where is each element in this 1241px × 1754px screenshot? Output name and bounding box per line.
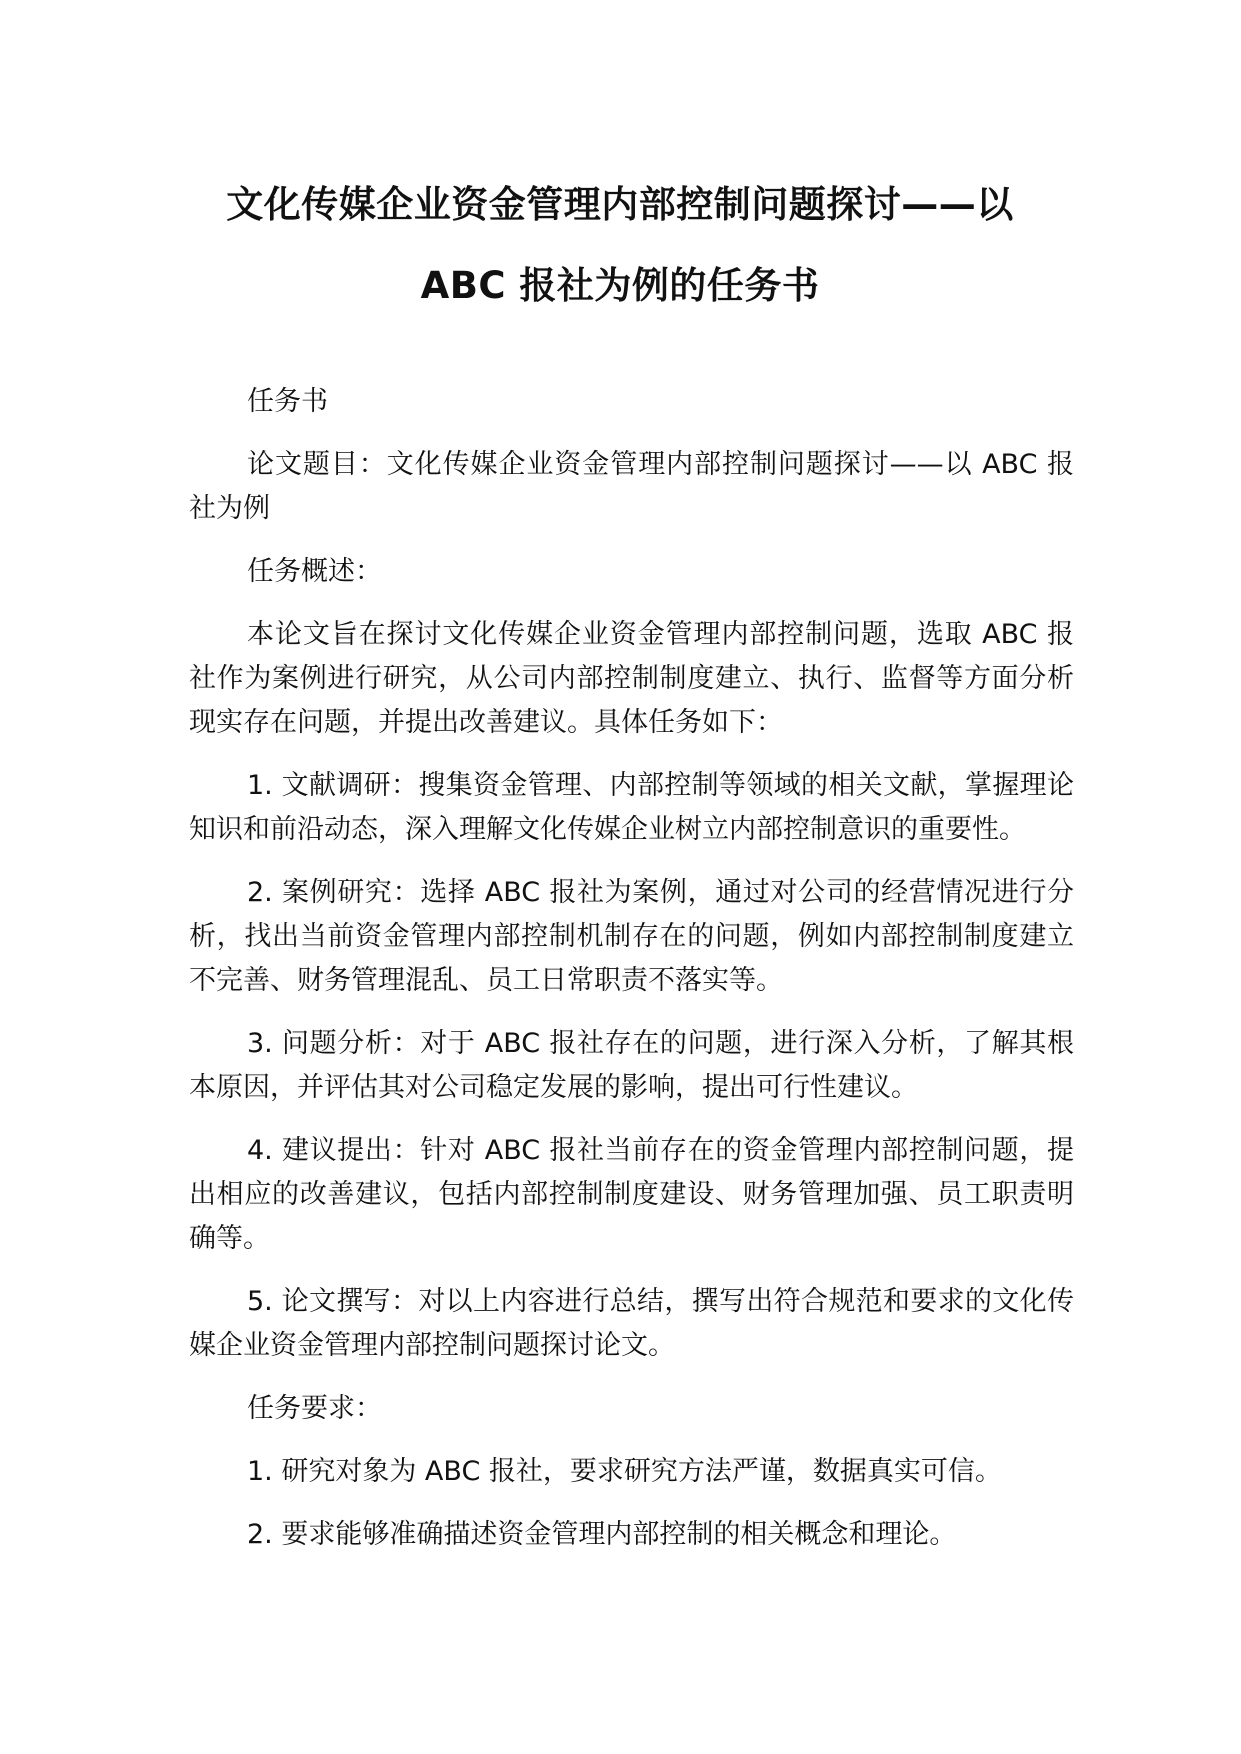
task-item-1: 1. 文献调研：搜集资金管理、内部控制等领域的相关文献，掌握理论知识和前沿动态，深入理解文化传媒企业树立内部控制意识的重要性。 <box>189 770 1074 845</box>
task-item-2: 2. 案例研究：选择 ABC 报社为案例，通过对公司的经营情况进行分析，找出当前资金管理内部控制机制存在的问题，例如内部控制制度建立不完善、财务管理混乱、员工日常职责不落实等。 <box>189 877 1074 996</box>
heading-task-book: 任务书 <box>247 386 328 417</box>
document-title-line-1: 文化传媒企业资金管理内部控制问题探讨——以 <box>226 183 1014 226</box>
task-item-4: 4. 建议提出：针对 ABC 报社当前存在的资金管理内部控制问题，提出相应的改善建议，包括内部控制制度建设、财务管理加强、员工职责明确等。 <box>189 1135 1074 1254</box>
heading-task-overview: 任务概述： <box>247 556 382 587</box>
document-title-line-2: ABC 报社为例的任务书 <box>420 264 820 307</box>
requirement-item-1: 1. 研究对象为 ABC 报社，要求研究方法严谨，数据真实可信。 <box>247 1456 1002 1487</box>
heading-task-requirements: 任务要求： <box>247 1393 382 1424</box>
overview-paragraph: 本论文旨在探讨文化传媒企业资金管理内部控制问题，选取 ABC 报社作为案例进行研究，从公司内部控制制度建立、执行、监督等方面分析现实存在问题，并提出改善建议。具体任务如下： <box>189 619 1074 738</box>
requirement-item-2: 2. 要求能够准确描述资金管理内部控制的相关概念和理论。 <box>247 1519 957 1550</box>
task-item-5: 5. 论文撰写：对以上内容进行总结，撰写出符合规范和要求的文化传媒企业资金管理内部控制问题探讨论文。 <box>189 1286 1074 1361</box>
document-body <box>189 380 1074 1576</box>
thesis-topic-paragraph: 论文题目：文化传媒企业资金管理内部控制问题探讨——以 ABC 报社为例 <box>189 449 1074 524</box>
task-item-3: 3. 问题分析：对于 ABC 报社存在的问题，进行深入分析，了解其根本原因，并评估其对公司稳定发展的影响，提出可行性建议。 <box>189 1028 1074 1103</box>
